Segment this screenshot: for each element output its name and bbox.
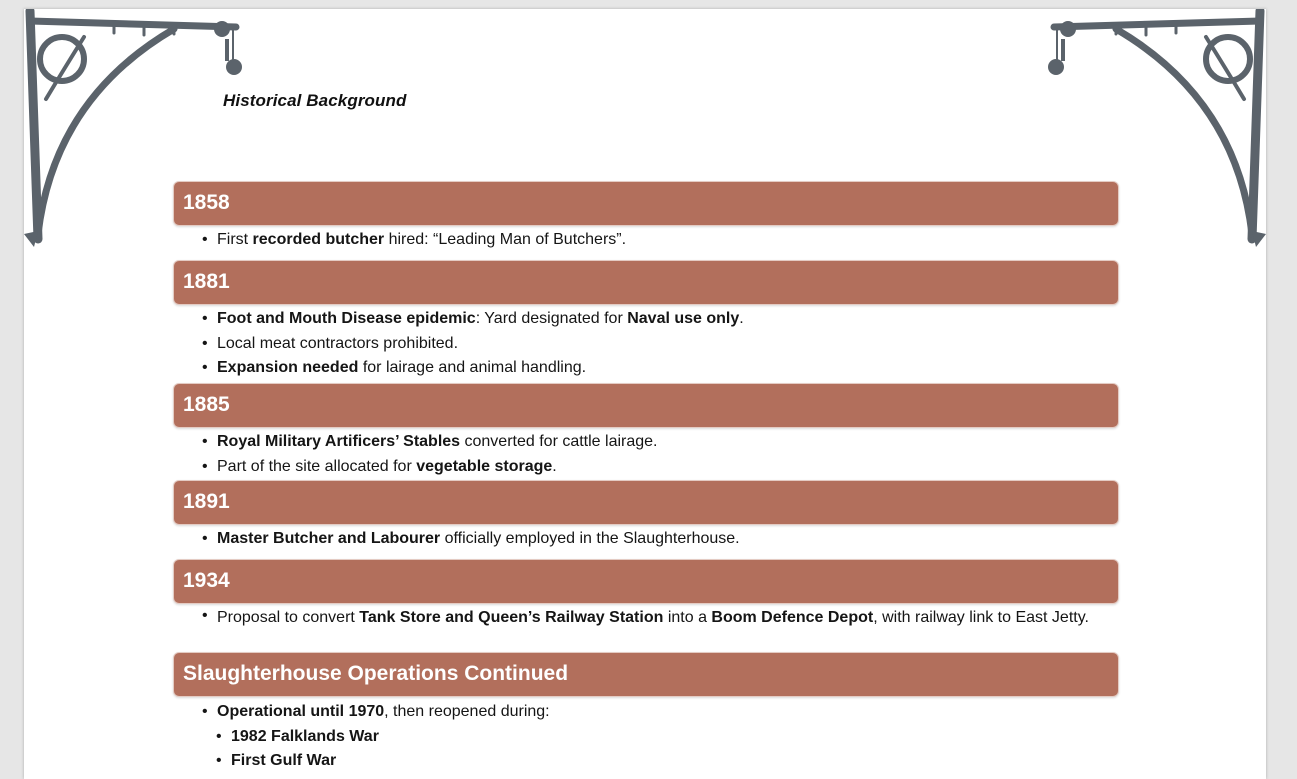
timeline-header-1881 <box>173 260 1119 305</box>
list-item: • Part of the site allocated for vegetable storage. <box>202 455 1112 480</box>
list-item: • First recorded butcher hired: “Leading Man of Butchers”. <box>202 228 1112 253</box>
timeline-bullets-1881 <box>202 307 1112 381</box>
timeline-year: Slaughterhouse Operations Continued <box>183 662 569 685</box>
timeline-bullets-1891 <box>202 527 1112 552</box>
list-item: • Royal Military Artificers’ Stables converted for cattle lairage. <box>202 430 1112 455</box>
timeline-header-1891 <box>173 480 1119 525</box>
timeline-year: 1881 <box>183 270 230 293</box>
timeline-bullets-operations <box>202 700 1112 774</box>
timeline-header-1885 <box>173 383 1119 428</box>
page-title: Historical Background <box>223 91 407 110</box>
list-item: • Operational until 1970, then reopened during: <box>202 700 1112 725</box>
list-item: • First Gulf War <box>216 749 1112 774</box>
timeline-header-operations <box>173 652 1119 697</box>
timeline-year: 1885 <box>183 393 230 416</box>
timeline-header-1934 <box>173 559 1119 604</box>
list-item: • Expansion needed for lairage and animal handling. <box>202 356 1112 381</box>
timeline-year: 1934 <box>183 569 230 592</box>
list-item: • Local meat contractors prohibited. <box>202 332 1112 357</box>
timeline-year: 1891 <box>183 490 230 513</box>
list-item: • Master Butcher and Labourer officially employed in the Slaughterhouse. <box>202 527 1112 552</box>
list-item: • 1982 Falklands War <box>216 725 1112 750</box>
timeline-bullets-1934 <box>202 606 1112 630</box>
timeline-bullets-1858 <box>202 228 1112 253</box>
timeline-header-1858 <box>173 181 1119 226</box>
list-item: • Foot and Mouth Disease epidemic: Yard designated for Naval use only. <box>202 307 1112 332</box>
timeline-bullets-1885 <box>202 430 1112 479</box>
list-item: • Proposal to convert Tank Store and Queen’s Railway Station into a Boom Defence Depot, with railway link to East Jetty. <box>202 606 1112 630</box>
timeline-year: 1858 <box>183 191 230 214</box>
slide <box>24 9 1266 779</box>
